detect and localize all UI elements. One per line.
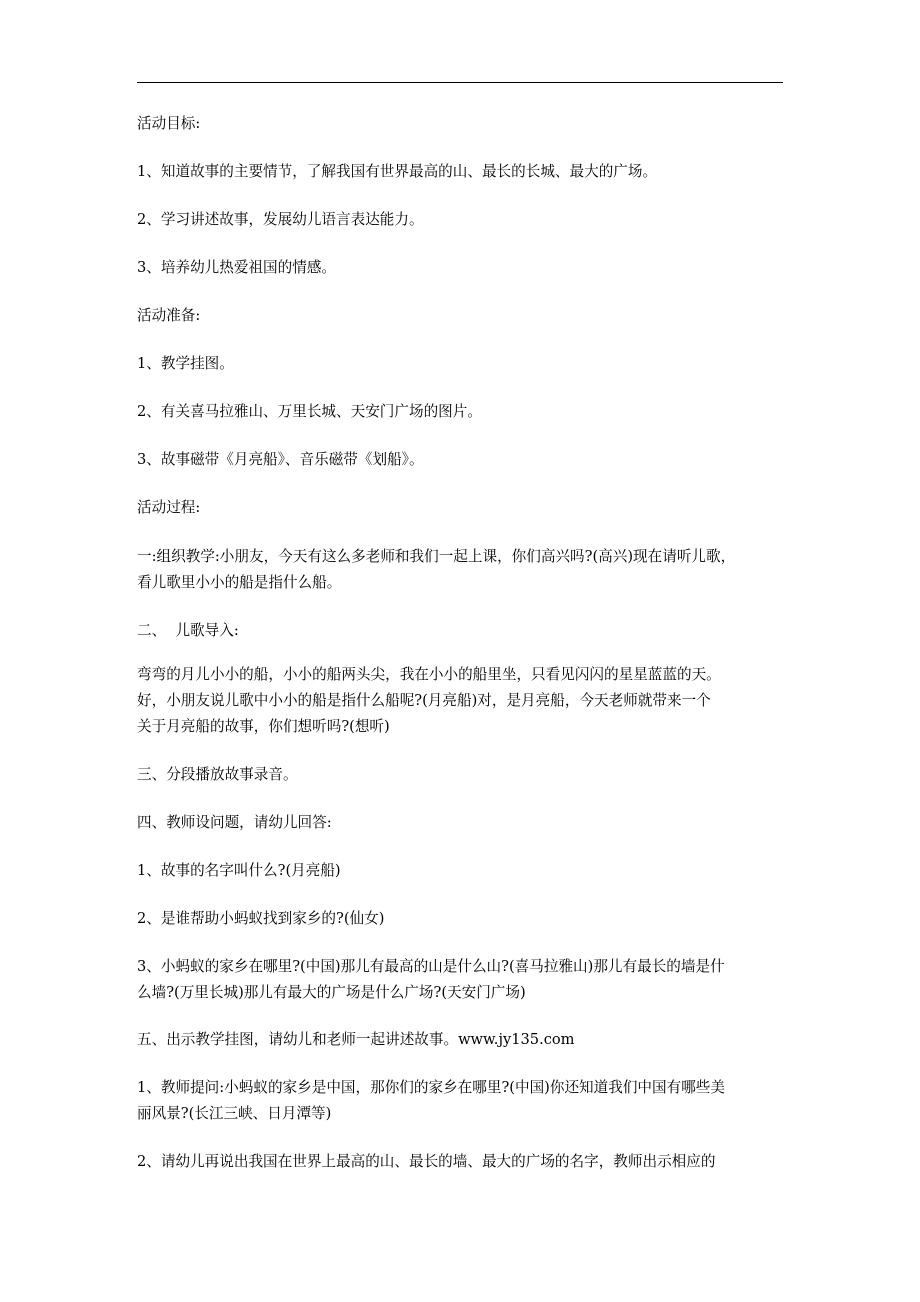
heading-activity-process [137,495,787,521]
text-line: 1、教学挂图。 [137,355,234,372]
heading-activity-preparation [137,303,787,329]
process-step-1 [137,544,787,596]
nursery-rhyme-paragraph [137,662,787,740]
text-line: 1、知道故事的主要情节，了解我国有世界最高的山、最长的长城、最大的广场。 [137,163,658,180]
text-line: 1、故事的名字叫什么?(月亮船) [137,862,341,879]
process-step-5 [137,1027,787,1053]
text-line: 活动过程: [137,499,201,516]
text-line: 二、 儿歌导入: [137,622,239,639]
text-line: 一:组织教学:小朋友，今天有这么多老师和我们一起上课，你们高兴吗?(高兴)现在请听儿歌， [137,548,736,565]
preparation-item-1 [137,351,787,377]
goal-item-3 [137,255,787,281]
heading-activity-goals [137,111,787,137]
text-line: 2、学习讲述故事，发展幼儿语言表达能力。 [137,211,424,228]
preparation-item-2 [137,399,787,425]
goal-item-2 [137,207,787,233]
text-line: 3、故事磁带《月亮船》、音乐磁带《划船》。 [137,451,424,468]
text-line: 丽风景?(长江三峡、日月潭等) [137,1105,332,1122]
step5-item-1 [137,1075,787,1127]
text-line: 好，小朋友说儿歌中小小的船是指什么船呢?(月亮船)对，是月亮船，今天老师就带来一个 [137,692,711,709]
text-line: 活动准备: [137,307,201,324]
text-line: 看儿歌里小小的船是指什么船。 [137,574,342,591]
step5-item-2 [137,1149,787,1175]
process-step-4 [137,810,787,836]
text-line: 活动目标: [137,115,201,132]
text-line: 1、教师提问:小蚂蚁的家乡是中国，那你们的家乡在哪里?(中国)你还知道我们中国有哪些美 [137,1079,725,1096]
preparation-item-3 [137,447,787,473]
process-step-3 [137,762,787,788]
text-line: 2、请幼儿再说出我国在世界上最高的山、最长的墙、最大的广场的名字，教师出示相应的 [137,1153,716,1170]
text-line: 关于月亮船的故事，你们想听吗?(想听) [137,718,390,735]
text-line: 2、是谁帮助小蚂蚁找到家乡的?(仙女) [137,910,385,927]
process-step-2 [137,618,787,644]
text-line: 么墙?(万里长城)那儿有最大的广场是什么广场?(天安门广场) [137,984,526,1001]
text-line: 三、分段播放故事录音。 [137,766,298,783]
text-line: 弯弯的月儿小小的船，小小的船两头尖，我在小小的船里坐，只看见闪闪的星星蓝蓝的天。 [137,666,721,683]
text-line: 五、出示教学挂图，请幼儿和老师一起讲述故事。www.jy135.com [137,1031,575,1048]
text-line: 2、有关喜马拉雅山、万里长城、天安门广场的图片。 [137,403,482,420]
goal-item-1 [137,159,787,185]
question-3 [137,954,787,1006]
text-line: 3、培养幼儿热爱祖国的情感。 [137,259,337,276]
header-rule [137,82,783,83]
question-1 [137,858,787,884]
question-2 [137,906,787,932]
text-line: 3、小蚂蚁的家乡在哪里?(中国)那儿有最高的山是什么山?(喜马拉雅山)那儿有最长的墙是什 [137,958,725,975]
text-line: 四、教师设问题，请幼儿回答: [137,814,332,831]
